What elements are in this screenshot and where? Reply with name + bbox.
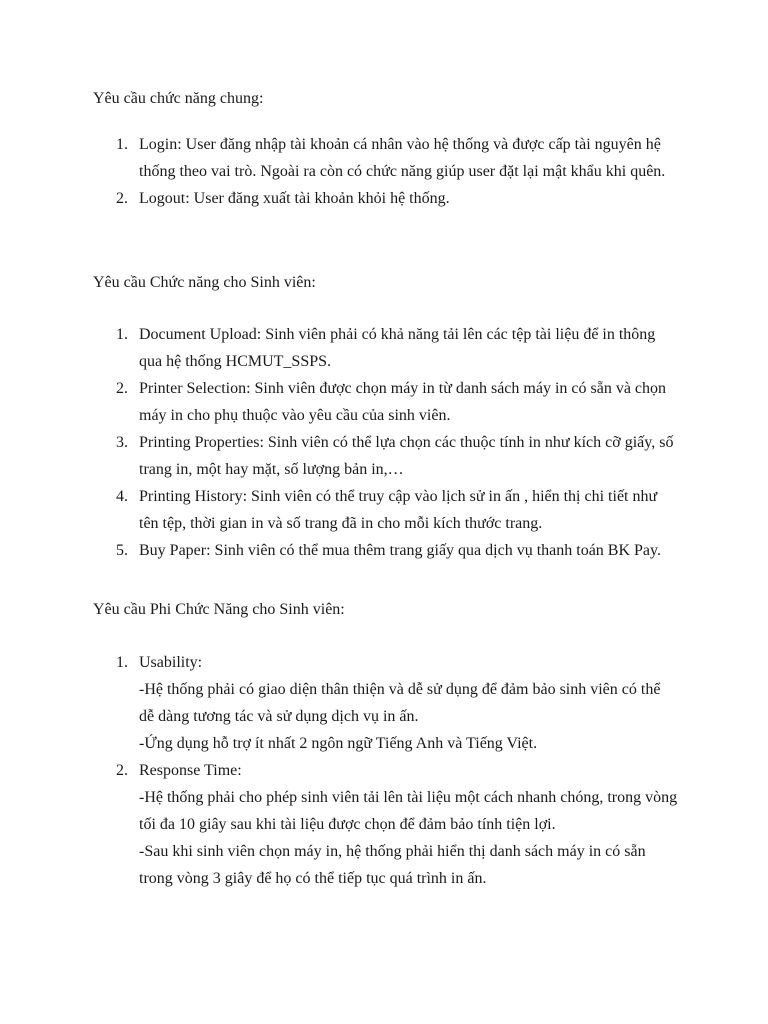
item-point: -Hệ thống phải có giao diện thân thiện và dễ sử dụng để đảm bảo sinh viên có thể dễ dàng tương tác và sử dụng dịch vụ in ấn. [139, 681, 661, 725]
student-requirements-list [0, 321, 679, 564]
item-number: 5. [116, 542, 128, 559]
list-item [0, 537, 679, 564]
item-text: Login: User đăng nhập tài khoản cá nhân vào hệ thống và được cấp tài nguyên hệ thống theo vai trò. Ngoài ra còn có chức năng giúp user đặt lại mật khẩu khi quên. [139, 136, 666, 180]
item-number: 3. [116, 434, 128, 451]
item-title: Response Time: [139, 762, 242, 779]
list-item [0, 375, 679, 429]
item-number: 1. [116, 136, 128, 153]
item-text: Document Upload: Sinh viên phải có khả năng tải lên các tệp tài liệu để in thông qua hệ thống HCMUT_SSPS. [139, 326, 656, 370]
list-item [0, 131, 679, 185]
general-requirements-list [0, 131, 679, 212]
list-item [0, 185, 679, 212]
section-heading-student: Yêu cầu Chức năng cho Sinh viên: [93, 274, 316, 291]
list-item [0, 483, 679, 537]
list-item [0, 321, 679, 375]
list-item [0, 757, 679, 892]
item-title: Usability: [139, 654, 203, 671]
item-body [139, 757, 679, 892]
item-number: 1. [116, 326, 128, 343]
item-number: 2. [116, 190, 128, 207]
item-text: Printing History: Sinh viên có thể truy cập vào lịch sử in ấn , hiển thị chi tiết như tên tệp, thời gian in và số trang đã in cho mỗi kích thước trang. [139, 488, 658, 532]
item-number: 2. [116, 762, 128, 779]
section-heading-nonfunctional: Yêu cầu Phi Chức Năng cho Sinh viên: [93, 601, 345, 618]
item-point: -Ứng dụng hỗ trợ ít nhất 2 ngôn ngữ Tiếng Anh và Tiếng Việt. [139, 735, 538, 752]
nonfunctional-requirements-list [0, 649, 679, 892]
list-item [0, 649, 679, 757]
item-point: -Hệ thống phải cho phép sinh viên tải lên tài liệu một cách nhanh chóng, trong vòng tối đa 10 giây sau khi tài liệu được chọn để đảm bảo tính tiện lợi. [139, 789, 678, 833]
item-text: Buy Paper: Sinh viên có thể mua thêm trang giấy qua dịch vụ thanh toán BK Pay. [139, 542, 661, 559]
item-body [139, 649, 679, 757]
item-number: 4. [116, 488, 128, 505]
item-text: Printer Selection: Sinh viên được chọn máy in từ danh sách máy in có sẵn và chọn máy in cho phụ thuộc vào yêu cầu của sinh viên. [139, 380, 667, 424]
list-item [0, 429, 679, 483]
item-point: -Sau khi sinh viên chọn máy in, hệ thống phải hiển thị danh sách máy in có sẵn trong vòng 3 giây để họ có thể tiếp tục quá trình in ấn. [139, 843, 646, 887]
section-heading-general: Yêu cầu chức năng chung: [93, 90, 264, 107]
item-number: 2. [116, 380, 128, 397]
item-text: Logout: User đăng xuất tài khoản khỏi hệ thống. [139, 190, 450, 207]
item-text: Printing Properties: Sinh viên có thể lựa chọn các thuộc tính in như kích cỡ giấy, số trang in, một hay mặt, số lượng bản in,… [139, 434, 674, 478]
item-number: 1. [116, 654, 128, 671]
